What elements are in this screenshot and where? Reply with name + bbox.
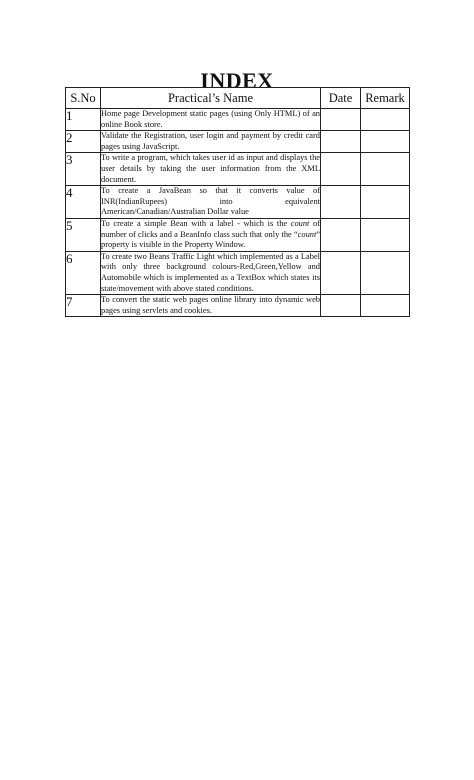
serial-number: 5 — [66, 218, 101, 251]
practical-text: To create a JavaBean so that it converts value of INR(IndianRupees) into equivalent American/Canadian/Australian Dollar value — [101, 186, 320, 217]
date-cell — [321, 218, 361, 251]
practical-text: Home page Development static pages (using Only HTML) of an online Book store. — [101, 109, 320, 129]
practical-text: of number of clicks and a BeanInfo class such that only the “ — [101, 218, 320, 239]
practical-text: To create a simple Bean with a label - which is the — [101, 218, 291, 228]
date-cell — [321, 295, 361, 317]
table-body — [66, 109, 410, 317]
practical-text: To create two Beans Traffic Light which implemented as a Label with only three background colours-Red,Green,Yellow and Automobile which is implemented as a TextBox which states its state/movement with above stated conditions. — [101, 251, 320, 293]
header-remark: Remark — [361, 88, 410, 109]
table-row — [66, 186, 410, 219]
practical-name — [101, 153, 321, 186]
remark-cell — [361, 251, 410, 294]
remark-cell — [361, 109, 410, 131]
practicals-index-table — [65, 87, 410, 317]
practical-text: ” property is visible in the Property Window. — [101, 229, 320, 250]
remark-cell — [361, 131, 410, 153]
remark-cell — [361, 153, 410, 186]
table-header-row — [66, 88, 410, 109]
practical-name — [101, 295, 321, 317]
date-cell — [321, 109, 361, 131]
serial-number: 2 — [66, 131, 101, 153]
date-cell — [321, 186, 361, 219]
table-row — [66, 153, 410, 186]
serial-number: 3 — [66, 153, 101, 186]
practical-text: To convert the static web pages online library into dynamic web pages using servlets and cookies. — [101, 295, 320, 315]
index-title: INDEX — [200, 68, 274, 93]
practical-text: Validate the Registration, user login and payment by credit card pages using JavaScript. — [101, 131, 320, 151]
date-cell — [321, 153, 361, 186]
practical-name — [101, 131, 321, 153]
table-row — [66, 131, 410, 153]
header-sno: S.No — [66, 88, 101, 109]
serial-number: 7 — [66, 295, 101, 317]
italic-term: count — [297, 229, 317, 239]
remark-cell — [361, 218, 410, 251]
serial-number: 4 — [66, 186, 101, 219]
table-row — [66, 109, 410, 131]
date-cell — [321, 251, 361, 294]
practical-name — [101, 218, 321, 251]
italic-term: count — [290, 218, 310, 228]
table-row — [66, 251, 410, 294]
table-row — [66, 218, 410, 251]
remark-cell — [361, 186, 410, 219]
header-practical-name: Practical’s Name — [101, 88, 321, 109]
practical-name — [101, 109, 321, 131]
practical-text: To write a program, which takes user id as input and displays the user details by taking the user information from the XML document. — [101, 153, 320, 184]
header-date: Date — [321, 88, 361, 109]
serial-number: 6 — [66, 251, 101, 294]
table-row — [66, 295, 410, 317]
practical-name — [101, 186, 321, 219]
remark-cell — [361, 295, 410, 317]
practical-name — [101, 251, 321, 294]
serial-number: 1 — [66, 109, 101, 131]
date-cell — [321, 131, 361, 153]
